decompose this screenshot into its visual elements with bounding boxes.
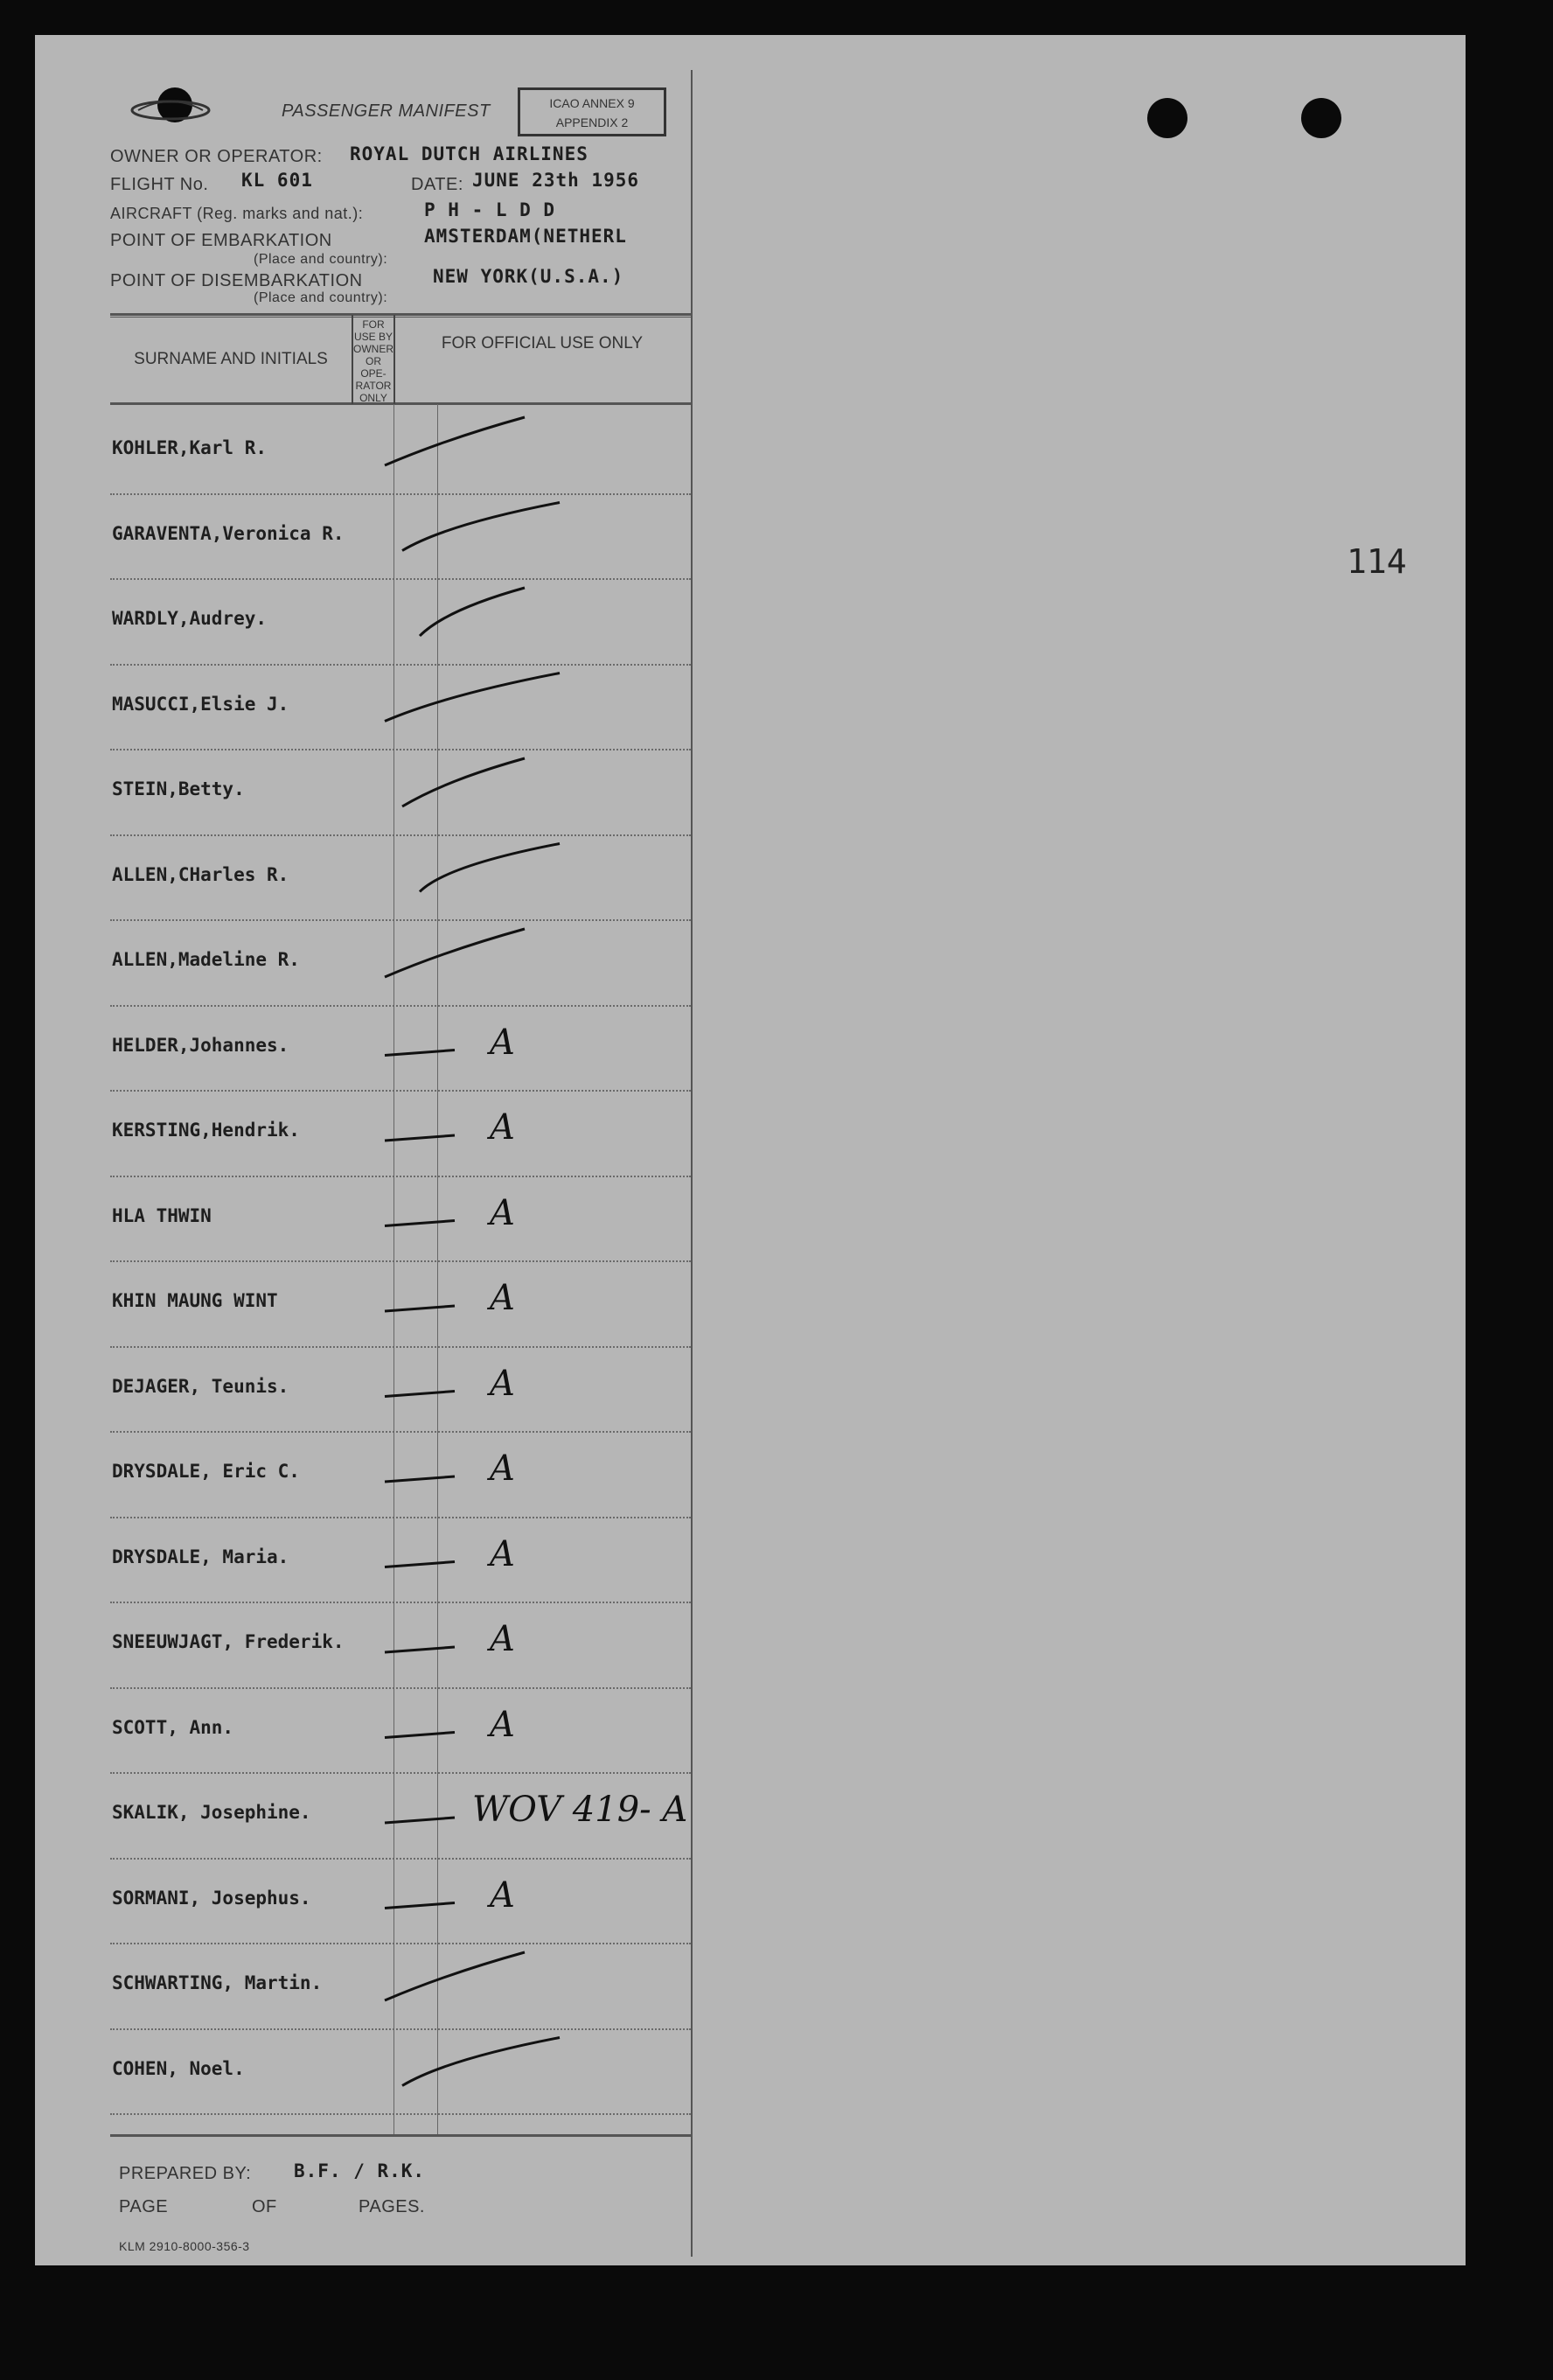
passenger-name: COHEN, Noel.	[112, 2057, 245, 2079]
check-stroke	[420, 844, 560, 892]
check-stroke	[385, 1476, 455, 1482]
icao-line1: ICAO ANNEX 9	[549, 96, 635, 110]
disembarkation-sub: (Place and country):	[254, 290, 388, 305]
check-stroke	[385, 1306, 455, 1311]
check-stroke	[402, 758, 525, 806]
column-surname: SURNAME AND INITIALS	[134, 350, 328, 368]
aircraft-value: P H - L D D	[424, 199, 556, 220]
official-mark: WOV 419- A	[472, 1790, 688, 1830]
page-number: 114	[1347, 542, 1407, 581]
disembarkation-label: POINT OF DISEMBARKATION	[110, 271, 363, 290]
column-official-use: FOR OFFICIAL USE ONLY	[441, 334, 644, 352]
disembarkation-value: NEW YORK(U.S.A.)	[433, 266, 624, 287]
official-mark: A	[490, 1619, 515, 1659]
check-stroke	[385, 1562, 455, 1567]
official-mark: A	[490, 1278, 515, 1318]
form-code: KLM 2910-8000-356-3	[119, 2239, 250, 2253]
passenger-name: SORMANI, Josephus.	[112, 1887, 311, 1909]
passenger-name: HELDER,Johannes.	[112, 1034, 289, 1056]
check-stroke	[420, 588, 525, 636]
flight-value: KL 601	[241, 170, 313, 191]
check-stroke	[385, 1221, 455, 1226]
check-stroke	[385, 674, 560, 722]
icao-line2: APPENDIX 2	[555, 115, 629, 129]
date-value: JUNE 23th 1956	[472, 170, 640, 191]
official-mark: A	[490, 1107, 515, 1148]
check-stroke	[385, 929, 525, 977]
check-stroke	[385, 1818, 455, 1823]
embarkation-label: POINT OF EMBARKATION	[110, 231, 332, 250]
check-stroke	[385, 1903, 455, 1909]
passenger-name: KHIN MAUNG WINT	[112, 1290, 278, 1311]
passenger-name: STEIN,Betty.	[112, 778, 245, 799]
manifest-sheet	[35, 35, 1466, 2265]
passenger-name: DEJAGER, Teunis.	[112, 1375, 289, 1397]
prepared-by-label: PREPARED BY:	[119, 2164, 252, 2183]
column-owner-use: FOR USE BY OWNER OR OPE- RATOR ONLY	[353, 318, 393, 404]
official-mark: A	[490, 1874, 515, 1916]
owner-label: OWNER OR OPERATOR:	[110, 147, 323, 166]
check-stroke	[385, 1733, 455, 1738]
passenger-name: HLA THWIN	[112, 1204, 212, 1226]
passenger-name: SCHWARTING, Martin.	[112, 1972, 323, 1993]
check-stroke	[402, 2038, 560, 2086]
prepared-by-value: B.F. / R.K.	[294, 2160, 426, 2181]
aircraft-label: AIRCRAFT (Reg. marks and nat.):	[110, 205, 364, 222]
page-label: PAGE	[119, 2197, 169, 2216]
passenger-name: DRYSDALE, Eric C.	[112, 1461, 300, 1482]
owner-value: ROYAL DUTCH AIRLINES	[350, 143, 588, 164]
passenger-name: WARDLY,Audrey.	[112, 608, 268, 629]
official-mark: A	[490, 1448, 515, 1489]
check-stroke	[385, 1647, 455, 1652]
passenger-name: DRYSDALE, Maria.	[112, 1546, 289, 1567]
passenger-name: KOHLER,Karl R.	[112, 437, 268, 458]
pages-label: PAGES.	[359, 2197, 425, 2216]
check-stroke	[385, 1135, 455, 1141]
check-stroke	[385, 417, 525, 465]
form-title: PASSENGER MANIFEST	[282, 101, 491, 121]
date-label: DATE:	[411, 175, 463, 194]
passenger-name: ALLEN,CHarles R.	[112, 863, 289, 885]
passenger-name: SNEEUWJAGT, Frederik.	[112, 1631, 345, 1652]
passenger-name: ALLEN,Madeline R.	[112, 949, 300, 970]
passenger-name: KERSTING,Hendrik.	[112, 1120, 300, 1141]
official-mark: A	[490, 1192, 515, 1233]
check-stroke	[385, 1050, 455, 1056]
passenger-name: GARAVENTA,Veronica R.	[112, 522, 345, 544]
passenger-name: MASUCCI,Elsie J.	[112, 693, 289, 715]
official-mark: A	[490, 1022, 515, 1063]
check-stroke	[402, 503, 560, 551]
check-stroke	[385, 1392, 455, 1397]
handwritten-ticks	[35, 35, 1466, 2265]
passenger-name: SKALIK, Josephine.	[112, 1802, 311, 1823]
official-mark: A	[490, 1363, 515, 1404]
embarkation-value: AMSTERDAM(NETHERL	[424, 226, 627, 247]
check-stroke	[385, 1952, 525, 2000]
passenger-name: SCOTT, Ann.	[112, 1716, 234, 1738]
of-label: OF	[252, 2197, 277, 2216]
embarkation-sub: (Place and country):	[254, 252, 388, 267]
official-mark: A	[490, 1704, 515, 1745]
flight-label: FLIGHT No.	[110, 175, 209, 194]
official-mark: A	[490, 1533, 515, 1574]
